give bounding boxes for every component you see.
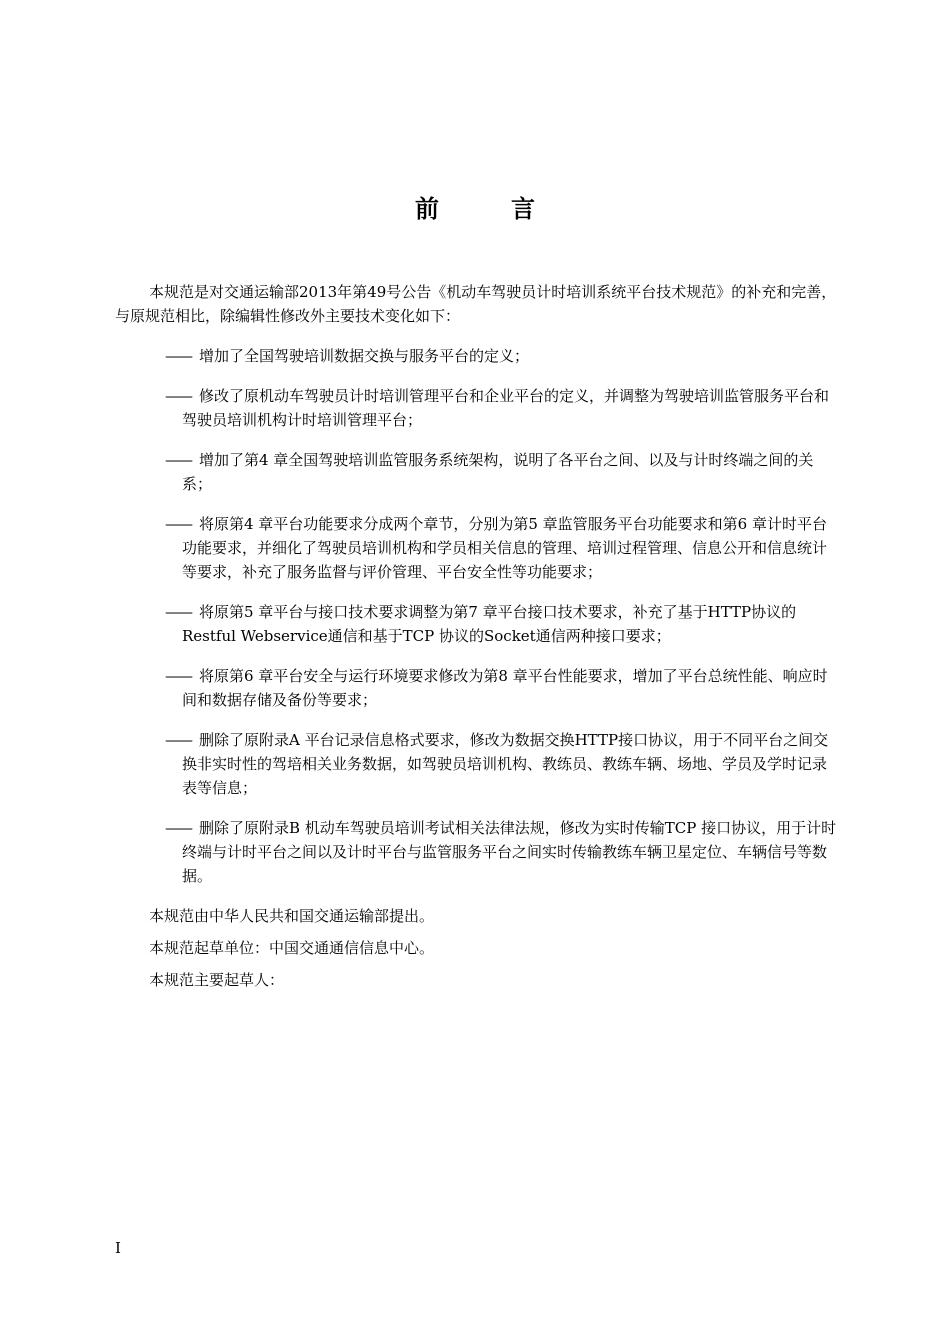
list-item-text: 将原第6 章平台安全与运行环境要求修改为第8 章平台性能要求，增加了平台总统性能、响应时间和数据存储及备份等要求； — [182, 667, 828, 709]
list-item-text: 删除了原附录A 平台记录信息格式要求，修改为数据交换HTTP接口协议，用于不同平台之间交换非实时性的驾培相关业务数据，如驾驶员培训机构、教练员、教练车辆、场地、学员及学时记录表等信息； — [182, 731, 829, 797]
list-item — [115, 384, 840, 432]
list-item — [115, 448, 840, 496]
list-item-text: 将原第4 章平台功能要求分成两个章节，分别为第5 章监管服务平台功能要求和第6 章计时平台功能要求，并细化了驾驶员培训机构和学员相关信息的管理、培训过程管理、信息公开和信息统计等要求，补充了服务监督与评价管理、平台安全性等功能要求； — [182, 515, 828, 581]
page-number: I — [115, 1239, 121, 1257]
dash-marker: —— — [165, 515, 191, 533]
dash-marker: —— — [165, 603, 191, 621]
document-body — [115, 280, 840, 1000]
page-title — [0, 193, 950, 225]
dash-marker: —— — [165, 819, 191, 837]
title-char-1: 前 — [415, 195, 439, 223]
list-item — [115, 344, 840, 368]
proposer-statement: 本规范由中华人民共和国交通运输部提出。 — [149, 907, 435, 925]
dash-marker: —— — [165, 667, 191, 685]
list-item — [115, 816, 840, 888]
list-item-text: 增加了全国驾驶培训数据交换与服务平台的定义； — [199, 347, 530, 365]
dash-marker: —— — [165, 387, 191, 405]
list-item — [115, 600, 840, 648]
drafting-unit-statement: 本规范起草单位：中国交通通信信息中心。 — [149, 939, 435, 957]
list-item-text: 将原第5 章平台与接口技术要求调整为第7 章平台接口技术要求，补充了基于HTTP协议的Restful Webservice通信和基于TCP 协议的Socket通信两种接口要求； — [182, 603, 797, 645]
dash-marker: —— — [165, 451, 191, 469]
list-item — [115, 512, 840, 584]
list-item — [115, 664, 840, 712]
drafters-statement: 本规范主要起草人： — [149, 971, 285, 989]
intro-paragraph: 本规范是对交通运输部2013年第49号公告《机动车驾驶员计时培训系统平台技术规范》的补充和完善，与原规范相比，除编辑性修改外主要技术变化如下： — [115, 283, 837, 325]
list-item-text: 修改了原机动车驾驶员计时培训管理平台和企业平台的定义，并调整为驾驶培训监管服务平台和驾驶员培训机构计时培训管理平台； — [182, 387, 830, 429]
change-list — [115, 344, 840, 888]
list-item — [115, 728, 840, 800]
dash-marker: —— — [165, 731, 191, 749]
title-char-2: 言 — [511, 195, 535, 223]
dash-marker: —— — [165, 347, 191, 365]
list-item-text: 删除了原附录B 机动车驾驶员培训考试相关法律法规，修改为实时传输TCP 接口协议，用于计时终端与计时平台之间以及计时平台与监管服务平台之间实时传输教练车辆卫星定位、车辆信号等数据。 — [182, 819, 837, 885]
list-item-text: 增加了第4 章全国驾驶培训监管服务系统架构，说明了各平台之间、以及与计时终端之间的关系； — [182, 451, 814, 493]
